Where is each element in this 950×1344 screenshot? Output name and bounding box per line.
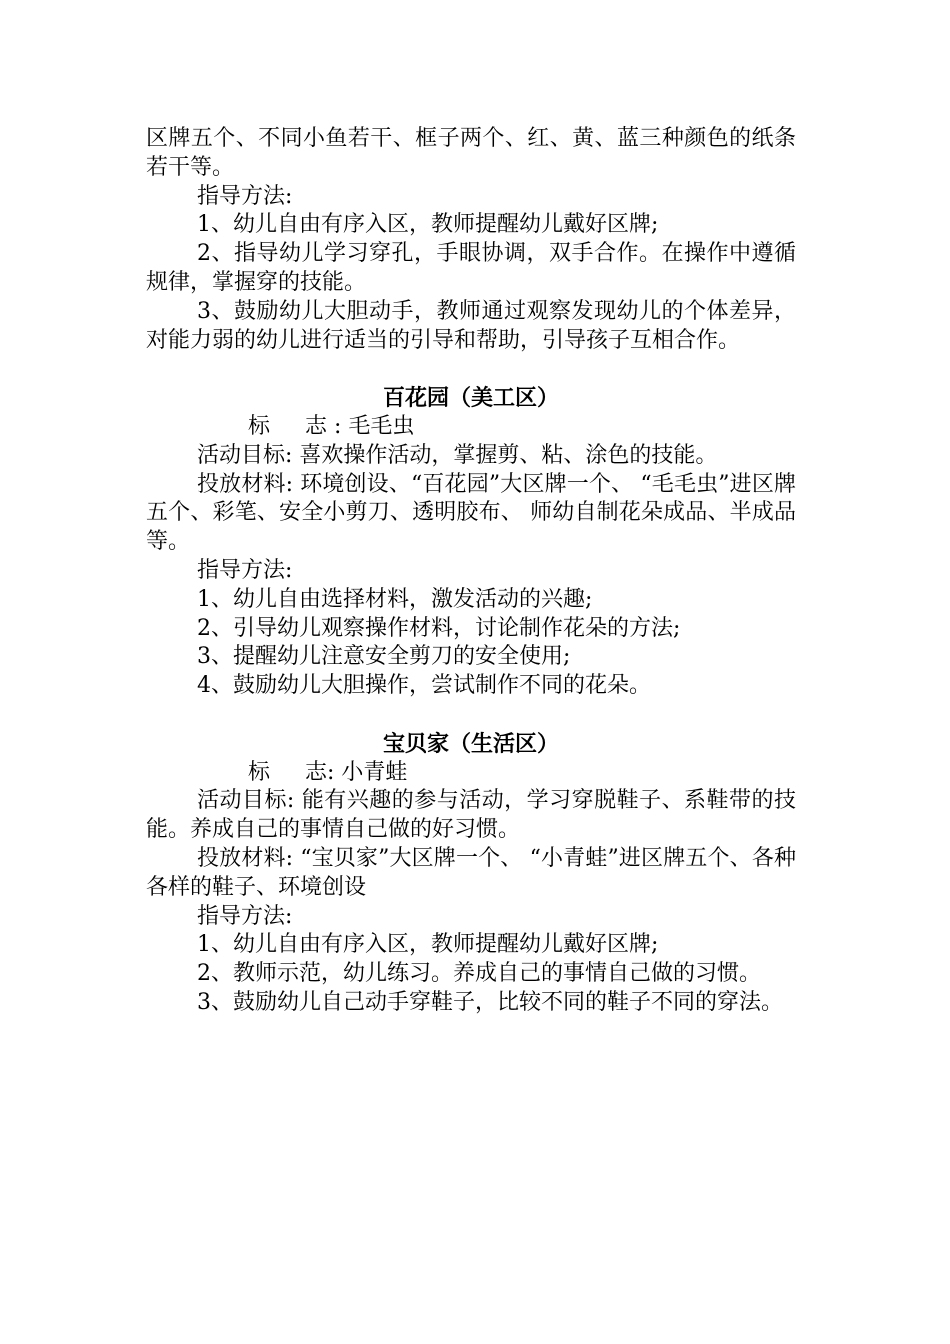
document-page bbox=[146, 125, 796, 1018]
guide-step: 1、幼儿自由选择材料，激发活动的兴趣; bbox=[197, 586, 593, 612]
section-gap bbox=[146, 701, 796, 730]
sign-value: 志 : 毛毛虫 bbox=[305, 413, 415, 439]
guide-step: 2、指导幼儿学习穿孔，手眼协调，双手合作。在操作中遵循规律，掌握穿的技能。 bbox=[146, 241, 796, 295]
guide-step: 2、引导幼儿观察操作材料，讨论制作花朵的方法; bbox=[197, 615, 681, 641]
section-title: 百花园（美工区） bbox=[382, 385, 559, 412]
sign-label: 标 bbox=[248, 413, 271, 439]
guide-step: 3、鼓励幼儿大胆动手，教师通过观察发现幼儿的个体差异，对能力弱的幼儿进行适当的引导和帮助，引导孩子互相合作。 bbox=[146, 298, 796, 353]
guide-step: 3、提醒幼儿注意安全剪刀的安全使用; bbox=[197, 644, 571, 670]
materials: 投放材料: “宝贝家”大区牌一个、 “小青蛙”进区牌五个、各种各样的鞋子、环境创设 bbox=[146, 845, 796, 900]
section-title: 宝贝家（生活区） bbox=[382, 730, 559, 757]
sign-label: 标 bbox=[248, 759, 271, 785]
materials: 投放材料: 环境创设、“百花园”大区牌一个、 “毛毛虫”进区牌五个、彩笔、安全小剪刀、透明胶布、 师幼自制花朵成品、半成品等。 bbox=[146, 471, 796, 555]
guide-label: 指导方法: bbox=[197, 557, 293, 583]
activity-goal: 活动目标: 能有兴趣的参与活动，学习穿脱鞋子、系鞋带的技能。养成自己的事情自己做的好习惯。 bbox=[146, 788, 796, 843]
guide-step: 3、鼓励幼儿自己动手穿鞋子，比较不同的鞋子不同的穿法。 bbox=[197, 989, 783, 1015]
guide-label: 指导方法: bbox=[197, 183, 293, 209]
sign-line bbox=[146, 759, 796, 788]
sign-value: 志: 小青蛙 bbox=[305, 759, 408, 785]
sign-line bbox=[146, 413, 796, 442]
section-gap bbox=[146, 355, 796, 384]
materials-continued: 区牌五个、不同小鱼若干、框子两个、红、黄、蓝三种颜色的纸条若干等。 bbox=[146, 126, 796, 180]
activity-goal: 活动目标: 喜欢操作活动，掌握剪、粘、涂色的技能。 bbox=[197, 442, 718, 468]
guide-step: 2、教师示范，幼儿练习。养成自己的事情自己做的习惯。 bbox=[197, 961, 761, 987]
guide-label: 指导方法: bbox=[197, 903, 293, 929]
guide-step: 4、鼓励幼儿大胆操作，尝试制作不同的花朵。 bbox=[197, 673, 651, 699]
guide-step: 1、幼儿自由有序入区，教师提醒幼儿戴好区牌; bbox=[197, 932, 659, 958]
guide-step: 1、幼儿自由有序入区，教师提醒幼儿戴好区牌; bbox=[197, 212, 659, 238]
